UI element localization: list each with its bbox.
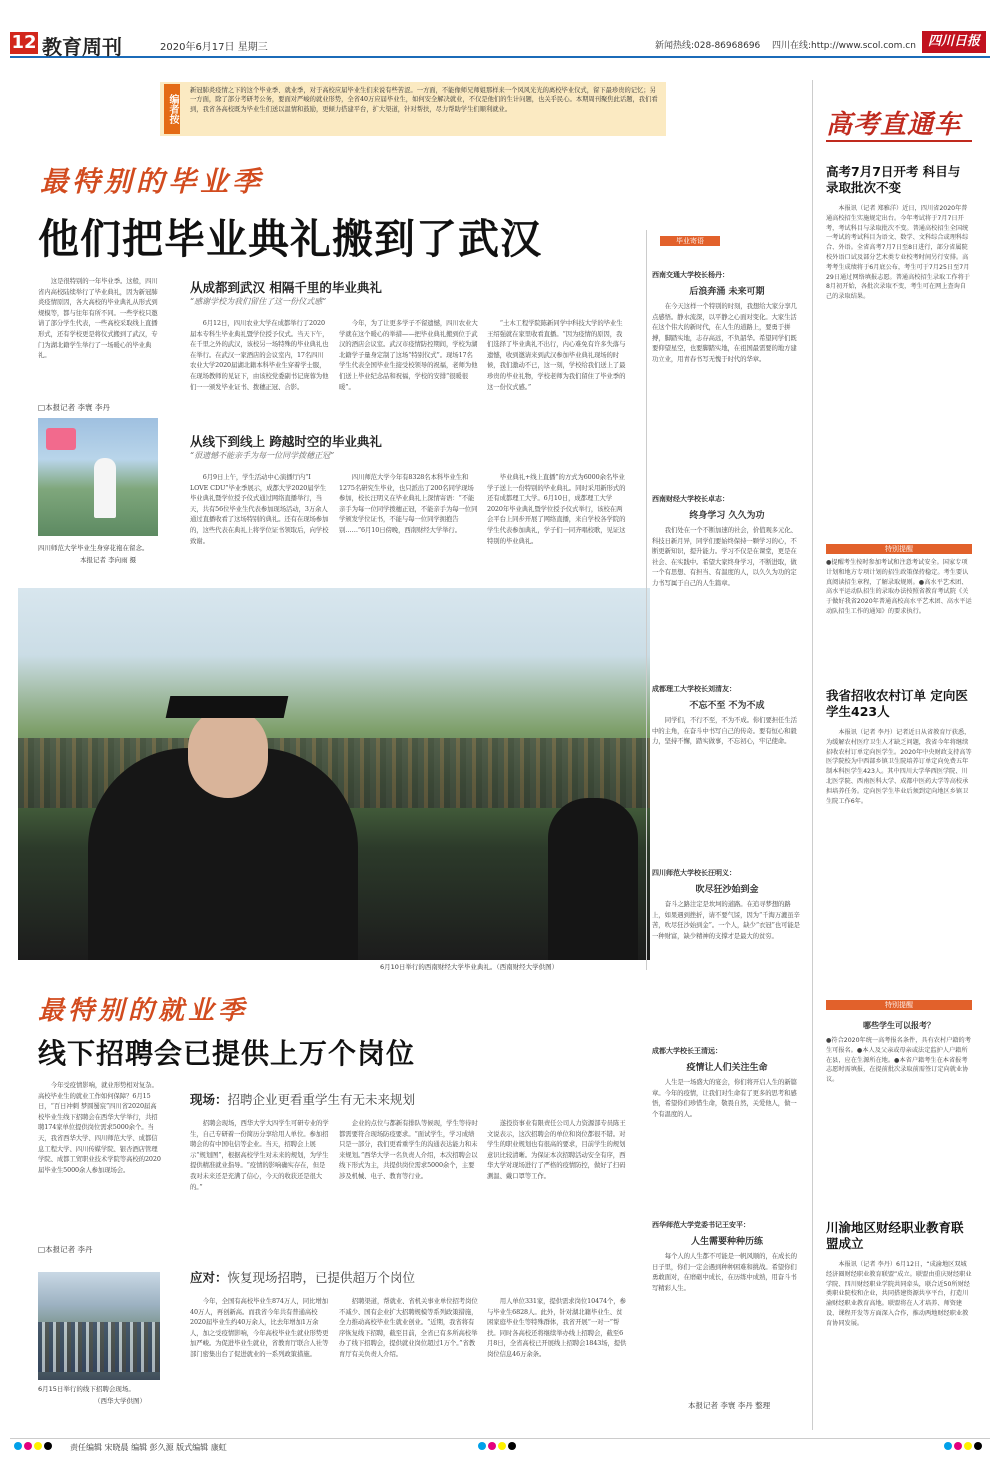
message-block-5 bbox=[652, 1046, 802, 1205]
job-fair-photo bbox=[38, 1272, 160, 1380]
site-link[interactable]: 四川在线:http://www.scol.com.cn bbox=[772, 41, 916, 51]
column-divider bbox=[646, 230, 647, 970]
story1-photo-credit: 本报记者 李向雨 摄 bbox=[80, 556, 137, 564]
story1-headline: 他们把毕业典礼搬到了武汉 bbox=[38, 215, 542, 263]
story2-s1-col1: 招聘会现场，西华大学大四学生可研专业的学生，自己专研着一份简历分享给用人单位。参加招聘会的有中国电信等企业。当天，招聘会上展示“规划图”，根据高校学生对未来的规划，为学生提供精准就业指导。“疫情的影响确实存在，但是我对未来还是充满了信心，今天的收获还是很大的。” bbox=[190, 1119, 329, 1191]
color-registration-left bbox=[14, 1442, 52, 1450]
story2-s1-label: 现场： bbox=[190, 1092, 228, 1107]
message-school: 成都大学校长王清远： bbox=[652, 1047, 722, 1055]
right-column-divider bbox=[812, 80, 813, 1430]
story2-s1-text: 招聘企业更看重学生有无未来规划 bbox=[227, 1092, 416, 1107]
story2-byline: □本报记者 李丹 bbox=[38, 1245, 93, 1254]
story1-s1-col1: 6月12日，四川农业大学在成都举行了2020届本专科生毕业典礼暨学位授予仪式。当天下午，在千里之外的武汉，该校另一场特殊的毕业典礼也在举行。在武汉一家酒店的会议室内，17名四川农业大学2020届湖北籍本科毕业生穿着学士服，在现场教师的见证下，由该校党委副书记庞蓉为他们一一颁发毕业证书、拨穗正冠、合影。 bbox=[190, 319, 329, 391]
story2-s1-col3: 遂投资事业有限责任公司人力资源部专员陈王文说表示，这次招聘会的单位和岗位都很不错。对学生的职业规划也有很高的要求，目前学生的规划意识比较清晰。为保证本次招聘活动安全有序，西华大学对现场进行了严格的疫情防控，做好了扫码测温、戴口罩等工作。 bbox=[487, 1119, 626, 1180]
editor-note-text: 新冠肺炎疫情之下的这个毕业季、就业季，对于高校应届毕业生们来说有些苦涩。一方面，不能像师兄师姐那样来一个风风光光的离校毕业仪式，留下最珍贵的记忆；另一方面，除了部分考研考公务，要面对严峻的就业形势，全省40万应届毕业生，如何安全解决就业，不仅是他们的生计问题，也关乎民心。本期周刊聚焦此话题，我们看到，我省各高校既为毕业生们送以温情和鼓励，更倾力搭建平台，扩大渠道，针对帮扶，尽力帮助学生们顺利就业。 bbox=[190, 87, 658, 113]
story1-s2-title: 从线下到线上 跨越时空的毕业典礼 bbox=[190, 434, 382, 449]
story1-intro: 这是很特别的一年毕业季。这般，四川省内高校陆续举行了毕业典礼，因为新冠肺炎疫情原因，各大高校的毕业典礼从形式到规模等，都与往年有所不同。一些学校只邀请了部分学生代表，一些高校采取线上直播形式，还有学校更是将仪式搬到了武汉，专门为湖北籍学生举行了一场暖心的毕业典礼。 bbox=[38, 277, 158, 360]
story2-photo-caption: 6月15日举行的线下招聘会现场。 bbox=[38, 1385, 135, 1393]
story1-s2-subtitle: “很遗憾不能亲手为每一位同学拨穗正冠” bbox=[190, 451, 335, 460]
mid-column-tag: 毕业寄语 bbox=[660, 236, 720, 246]
footer-editors: 责任编辑 宋晓晨 编辑 彭久源 版式编辑 康虹 bbox=[70, 1443, 227, 1452]
message-title: 不忘不至 不为不成 bbox=[689, 701, 765, 711]
message-title: 疫情让人们关注生命 bbox=[686, 1063, 768, 1073]
message-block-6 bbox=[652, 1220, 802, 1401]
message-text: 在今天这样一个特别的时刻，我想给大家分享几点感悟。静水流深，以平静之心面对变化。大家生活在这个伟大的新时代，在人生的道路上，要勇于拼搏，脚踏实地，志存高远，不负韶华。希望同学们既要仰望星空，也要脚踏实地，在祖国最需要的地方建功立业，用青春书写无愧于时代的华章。 bbox=[652, 302, 797, 363]
story1-s1-title: 从成都到武汉 相隔千里的毕业典礼 bbox=[190, 280, 382, 295]
story2-s1-col2: 企业的点位与都新有排队等候现，学生等待时都需要符合现场防疫要求。“面试学生，学习成绩只是一部分，我们更看重学生的沟通表达能力和未来规划。”西华大学一名负责人介绍，本次招聘会以线下形式为主，共提供岗位需求5000余个，主要涉及机械、电子、教育等行业。 bbox=[339, 1119, 478, 1180]
message-block-2 bbox=[652, 494, 802, 675]
color-registration-center bbox=[478, 1442, 516, 1450]
gaokao-banner: 高考直通车 bbox=[826, 110, 962, 140]
right-tip-text: ●提醒考生按时参加考试和注意考试安全。国家专项计划和地方专项计划的招生政策保持稳定。考生要认真阅读招生章程，了解录取规则。●高水平艺术团、高水平运动队招生的录取办法按照省教育考试院《关于做好我省2020年普通高校高水平艺术团、高水平运动队招生工作的通知》的要求执行。 bbox=[826, 559, 972, 615]
message-title: 人生需要种种历练 bbox=[690, 1237, 763, 1247]
message-text: 奋斗之路注定是坎坷的道路。在追寻梦想的路上，如果遇到挫折，请不要气馁，因为“千淘万漉虽辛苦，吹尽狂沙始到金”。一个人，缺少“衣冠”也可能是一种财富，缺少精神的支撑才是最大的贫穷。 bbox=[652, 900, 800, 940]
message-school: 西南交通大学校长杨丹： bbox=[652, 271, 729, 279]
banner-underline bbox=[826, 140, 972, 142]
story2-kicker: 最特别的就业季 bbox=[38, 996, 249, 1026]
story2-intro: 今年受疫情影响，就业形势相对复杂。高校毕业生的就业工作如何保障？6月15日，“百日冲刺 梦圆蜀宸”四川省2020届高校毕业生线下招聘会在西华大学举行，共招聘174家单位提供岗位需求5000余个。当天，我省西华大学、四川师范大学、成都信息工程大学、四川传媒学院、银杏酒店管理学院、成都工贸职业技术学院等高校的2020届毕业生5000余人参加现场会。 bbox=[38, 1081, 161, 1174]
message-block-1 bbox=[652, 270, 802, 475]
right-story2-text: 本报讯（记者 李丹）记者近日从省教育厅获悉，为缓解农村医疗卫生人才缺乏问题，我省今年将继续招收农村订单定向医学生。2020年中央财政支持高等医学院校为中西部乡镇卫生院培养订单定向免费五年制本科医学生423人。其中四川大学华西医学院、川北医学院、西南医科大学、成都中医药大学等高校承担培养任务。定向医学生毕业后须到定向地区乡镇卫生院工作6年。 bbox=[826, 729, 972, 805]
section-title: 教育周刊 bbox=[42, 35, 122, 59]
story2-s2-label: 应对： bbox=[190, 1270, 228, 1285]
story1-s1-col3: “土木工程学院陈新同学中科技大学的毕业生王绍强就在家里收看直播。“因为疫情的原因，我们选择了毕业典礼不出行，内心难免有许多失落与遗憾，收到邀请来到武汉参加毕业典礼现场的时候，我们激动不已，这一刻，学校给我们送上了最珍贵的毕业礼物，学校老师为我们留住了毕业季的这一份仪式感。” bbox=[487, 319, 626, 391]
graduate-right-icon bbox=[548, 798, 638, 960]
crowd-icon bbox=[38, 1322, 160, 1372]
story1-s2-col1: 6月9日上午，学生活动中心演播厅内“I LOVE CDU”毕业季展示，成都大学2020届学生毕业典礼暨学位授予仪式通过网络直播举行，当天，共有56位毕业生代表参加现场活动，3万余人通过直播收看了这场特别的典礼。还有在现场参加的，这些代表在典礼上将学位证书领取后，向学校致谢。 bbox=[190, 473, 329, 545]
message-school: 西南财经大学校长卓志： bbox=[652, 495, 729, 503]
message-school: 四川师范大学校长汪明义： bbox=[652, 869, 736, 877]
story2-s2-col3: 用人单位331家，提供需求岗位10474个，参与毕业生6828人。此外，针对湖北籍毕业生、贫困家庭毕业生等特殊群体，我省开展“一对一”帮扶。同时各高校还将继续举办线上招聘会，截至6月8日，全省高校已开展线上招聘会1843场，提供岗位信息46万余条。 bbox=[487, 1297, 627, 1358]
story2-s1-title bbox=[190, 1090, 415, 1108]
graduate-face-icon bbox=[188, 708, 268, 798]
right-story2-title: 我省招收农村订单 定向医学生423人 bbox=[826, 688, 968, 719]
message-title: 吹尽狂沙始到金 bbox=[695, 885, 759, 895]
message-block-4 bbox=[652, 868, 802, 1035]
graduation-ceremony-photo bbox=[18, 588, 650, 960]
right-tip-tag: 特别提醒 bbox=[826, 544, 972, 554]
story1-s1-col2: 今年，为了让更多学子不留遗憾，四川农业大学就在这个暖心的举措——把毕业典礼搬到位于武汉的酒店会议室。武汉市疫情防控期间，学校为湖北籍学子量身定制了这场“特别仪式”。现场17名学生代表全国毕业生接受校领导的祝福，老师为他们送上毕业纪念品和祝福，学校的安排“很暖很暖”。 bbox=[339, 319, 478, 391]
right-tip2-question: 哪些学生可以报考？ bbox=[863, 1021, 935, 1030]
issue-date: 2020年6月17日 星期三 bbox=[160, 42, 268, 53]
story2-s2-col1: 今年，全国有高校毕业生874万人，同比增加40万人，再创新高。而我省今年共有普通高校2020届毕业生约40万余人，比去年增加1万余人，加之受疫情影响，今年高校毕业生就业形势更加严峻。为促进毕业生就业，省教育厅联合人社等部门密集出台了促进就业的一系列政策措施。 bbox=[190, 1297, 329, 1358]
right-story3-text: 本报讯（记者 李丹）6月12日，“成渝地区双城经济圈财经职业教育联盟”成立。联盟由重庆财经职业学院、四川财经职业学院共同牵头，联合近50所财经类职业院校和企业，共同搭建资源共享平台，打造川渝财经职业教育高地。联盟将在人才培养、师资建设、课程开发等方面深入合作，推动两地财经职业教育协同发展。 bbox=[826, 1261, 972, 1327]
message-text: 我们处在一个不断加速的社会，价值观多元化、科技日新月异，同学们要始终保持一颗学习的心，不断更新知识，提升能力。学习不仅是在课堂，更是在社会、在实践中。希望大家终身学习，不断进取，做一个有思想、有担当、有温度的人，以久久为功的定力书写属于自己的人生篇章。 bbox=[652, 526, 797, 587]
mid-column-byline: 本报记者 李寰 李丹 整理 bbox=[688, 1401, 771, 1410]
news-hotline: 新闻热线:028-86968696 bbox=[655, 41, 761, 51]
story2-s2-text: 恢复现场招聘，已提供超万个岗位 bbox=[227, 1270, 416, 1285]
right-tip2-tag: 特别提醒 bbox=[826, 1000, 972, 1010]
right-tip2-text: ●符合2020年统一高考报名条件，具有农村户籍的考生可报名。●本人及父亲或母亲或法定监护人户籍所在县，应在生源所在地。●本省户籍考生在本省报考志愿时需填报，在提前批次录取前需签订定向就业协议。 bbox=[826, 1037, 971, 1084]
message-block-3 bbox=[652, 684, 802, 847]
right-story1-text: 本报讯（记者 郑雅洋）近日，四川省2020年普通高校招生实施规定出台。今年考试将于7月7日开考，考试科目与录取批次不变。普通高校招生全国统一考试的考试科目为语文、数学、文科综合或理科综合、外语。全省高考7月7日至8日进行，部分省属院校外语口试及部分艺术类专业校考时间另行安排。高考考生成绩将于6月底公布，考生可于7月25日至7月29日通过网络填报志愿。普通高校招生录取工作将于8月初开始，各批次录取不变，考生可在网上查询自己的录取结果。 bbox=[826, 205, 970, 301]
story1-s2-col3: 毕业典礼+线上直播”的方式为6000余名毕业学子送上一份特别的毕业典礼。同时采用新形式的还有成都理工大学。6月10日，成都理工大学2020年毕业典礼暨学位授予仪式举行，该校在两会平台上同步开展了网络直播，来自学校各学院的学生代表参加典礼，学子们一同齐唱校歌，见证这特别的毕业典礼。 bbox=[487, 473, 626, 545]
story1-photo-caption: 四川师范大学毕业生身穿花袍在留念。 bbox=[38, 544, 149, 552]
message-school: 成都理工大学校长刘清友： bbox=[652, 685, 736, 693]
message-text: 同学们，不行不至，不为不成。你们要担任生活中的主角，在奋斗中书写自己的传奇。要有恒心和毅力，坚持不懈，踏实做事，不忘初心，牢记使命。 bbox=[652, 716, 797, 746]
mortarboard-icon bbox=[166, 696, 289, 718]
message-text: 人生是一场盛大的宴会，你们将开启人生的新篇章。今年的疫情，让我们对生命有了更多的思考和感悟，希望你们珍惜生命，敬畏自然，关爱他人，做一个有温度的人。 bbox=[652, 1078, 797, 1118]
story1-s1-subtitle: “感谢学校为我们留住了这一份仪式感” bbox=[190, 297, 327, 306]
flower-sign-icon bbox=[46, 428, 76, 450]
story1-kicker: 最特别的毕业季 bbox=[40, 165, 265, 198]
story1-s2-col2: 四川师范大学今年有8328名本科毕业生和1275名研究生毕业，也只派出了200名同学现场参加，校长汪明义在毕业典礼上深情寄语：“不能亲手为每一位同学拨穗正冠，不能亲手为每一位同学颁发学位证书，不能与每一位同学拥抱告别……”6月10日傍晚，西南财经大学举行。 bbox=[339, 473, 478, 534]
newspaper-logo: 四川日报 bbox=[922, 31, 986, 53]
color-registration-right bbox=[944, 1442, 982, 1450]
message-school: 西华师范大学党委书记王安平： bbox=[652, 1221, 750, 1229]
graduation-photo-small bbox=[38, 418, 158, 536]
message-title: 后浪奔涌 未来可期 bbox=[689, 287, 765, 297]
message-title: 终身学习 久久为功 bbox=[689, 511, 765, 521]
student-figure-icon bbox=[94, 458, 116, 518]
editor-note-tag: 编者按 bbox=[164, 84, 180, 134]
right-story3-title: 川渝地区财经职业教育联盟成立 bbox=[826, 1220, 964, 1251]
story2-photo-credit: （西华大学供图） bbox=[94, 1397, 146, 1405]
main-photo-caption: 6月10日举行的西南财经大学毕业典礼。（西南财经大学供图） bbox=[380, 963, 559, 971]
story1-byline: □本报记者 李寰 李丹 bbox=[38, 403, 110, 412]
page-number: 12 bbox=[11, 32, 37, 53]
right-story1-title: 高考7月7日开考 科目与录取批次不变 bbox=[826, 164, 961, 195]
story2-s2-col2: 招聘渠道，帮就业、省机关事业单位招考岗位不减少、国有企业扩大招聘规模等系列政策措施，全力推动高校毕业生就业创业。“近期，我省将有序恢复线下招聘，截至目前，全省已有多所高校举办了线下招聘会，提供就业岗位超过1万个。”省教育厅有关负责人介绍。 bbox=[339, 1297, 478, 1358]
story2-s2-title bbox=[190, 1268, 415, 1286]
story2-headline: 线下招聘会已提供上万个岗位 bbox=[38, 1037, 416, 1070]
message-text: 每个人的人生都不可能是一帆风顺的，在成长的日子里，你们一定会遇到种种困难和挑战。希望你们勇敢面对，在磨砺中成长，在历练中成熟，用奋斗书写精彩人生。 bbox=[652, 1252, 797, 1292]
